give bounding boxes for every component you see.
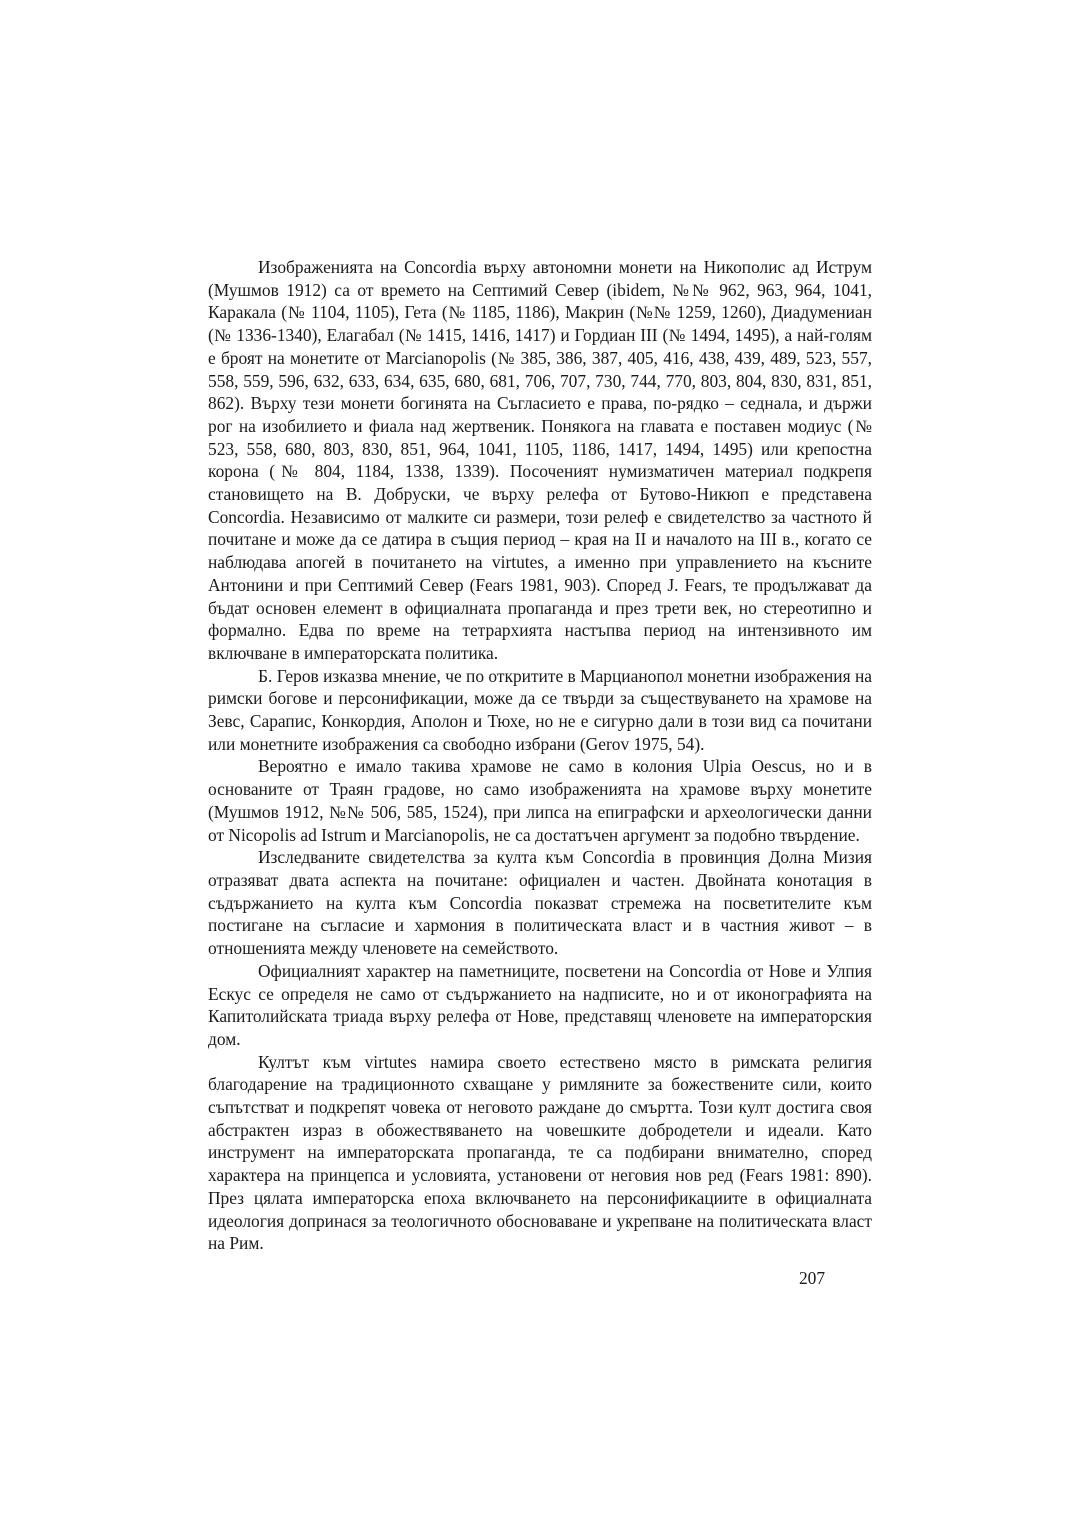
paragraph: Б. Геров изказва мнение, че по откритите в Марцианопол монетни изображения на римски богове и персонификации, може да се твърди за съществуването на храмове на Зевс, Сарапис, Конкордия, Аполон и Тюхе, но не е сигурно дали в този вид са почитани или монетните изображения са свободно избрани (Gerov 1975, 54). — [208, 665, 872, 754]
paragraph: Изображенията на Concordia върху автономни монети на Никополис ад Иструм (Мушмов 1912) са от времето на Септимий Север (ibidem, №№ 962, 963, 964, 1041, Каракала (№ 1104, 1105), Гета (№ 1185, 1186), Макрин (№№ 1259, 1260), Диадумениан (№ 1336-1340), Елагабал (№ 1415, 1416, 1417) и Гордиан III (№ 1494, 1495), а най-голям е броят на монетите от Marcianopolis (№ 385, 386, 387, 405, 416, 438, 439, 489, 523, 557, 558, 559, 596, 632, 633, 634, 635, 680, 681, 706, 707, 730, 744, 770, 803, 804, 830, 831, 851, 862). Върху тези монети богинята на Съгласието е права, по-рядко – седнала, и държи рог на изобилието и фиала над жертвеник. Понякога на главата е поставен модиус (№ 523, 558, 680, 803, 830, 851, 964, 1041, 1105, 1186, 1417, 1494, 1495) или крепостна корона (№ 804, 1184, 1338, 1339). Посоченият нумизматичен материал подкрепя становището на В. Добруски, че върху релефа от Бутово-Никюп е представена Concordia. Независимо от малките си размери, този релеф е свидетелство за частното й почитане и може да се датира в същия период – края на II и началото на III в., когато се наблюдава апогей в почитането на virtutes, а именно при управлението на късните Антонини и при Септимий Север (Fears 1981, 903). Според J. Fears, те продължават да бъдат основен елемент в официалната пропаганда и през трети век, но стереотипно и формално. Едва по време на тетрархията настъпва период на интензивното им включване в императорската политика. — [208, 257, 872, 663]
body-text — [208, 256, 872, 1255]
paragraph: Официалният характер на паметниците, посветени на Concordia от Нове и Улпия Ескус се определя не само от съдържанието на надписите, но и от иконографията на Капитолийската триада върху релефа от Нове, представящ членовете на императорския дом. — [208, 960, 872, 1049]
paragraph: Вероятно е имало такива храмове не само в колония Ulpia Oescus, но и в основаните от Траян градове, но само изображенията на храмове върху монетите (Мушмов 1912, №№ 506, 585, 1524), при липса на епиграфски и археологически данни от Nicopolis ad Istrum и Marcianopolis, не са достатъчен аргумент за подобно твърдение. — [208, 756, 872, 845]
paragraph: Култът към virtutes намира своето естествено място в римската религия благодарение на традиционното схващане у римляните за божествените сили, които съпътстват и подкрепят човека от неговото раждане до смъртта. Този култ достига своя абстрактен израз в обожествяването на човешките добродетели и идеали. Като инструмент на императорската пропаганда, те са подбирани внимателно, според характера на принцепса и условията, установени от неговия нов ред (Fears 1981: 890). През цялата императорска епоха включването на персонификациите в официалната идеология допринася за теологичното обосноваване и укрепване на политическата власт на Рим. — [208, 1051, 872, 1254]
page-number: 207 — [798, 1268, 826, 1288]
paragraph: Изследваните свидетелства за култа към Concordia в провинция Долна Мизия отразяват двата аспекта на почитане: официален и частен. Двойната конотация в съдържанието на култа към Concordia показват стремежа на посветителите към постигане на съгласие и хармония в политическата власт и в частния живот – в отношенията между членовете на семейството. — [208, 847, 872, 959]
